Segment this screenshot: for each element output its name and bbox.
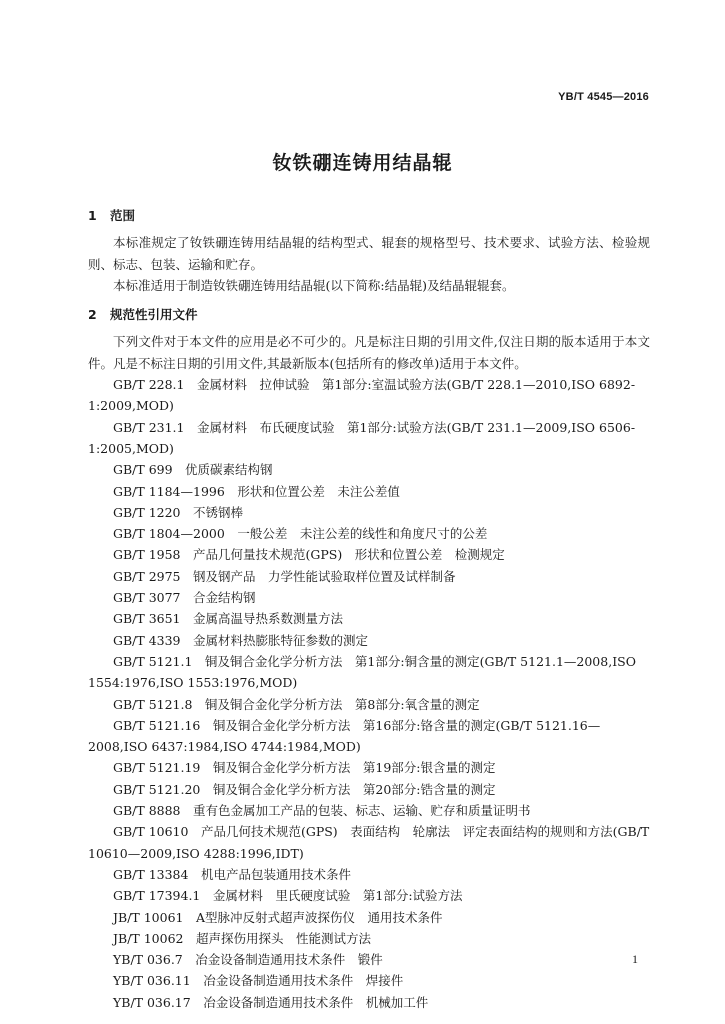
standard-number: YB/T 4545—2016: [558, 91, 649, 103]
section-number: 1: [88, 208, 97, 223]
reference-item: GB/T 5121.20 铜及铜合金化学分析方法 第20部分:锆含量的测定: [113, 781, 496, 797]
scope-paragraph: 本标准规定了钕铁硼连铸用结晶辊的结构型式、辊套的规格型号、技术要求、试验方法、检验规则、标志、包装、运输和贮存。: [88, 235, 650, 272]
reference-item: GB/T 3077 合金结构钢: [113, 590, 256, 606]
reference-item: GB/T 1184—1996 形状和位置公差 未注公差值: [113, 483, 400, 499]
reference-item: GB/T 5121.8 铜及铜合金化学分析方法 第8部分:氧含量的测定: [113, 696, 480, 712]
reference-item: GB/T 1804—2000 一般公差 未注公差的线性和角度尺寸的公差: [113, 526, 488, 542]
reference-item: GB/T 231.1 金属材料 布氏硬度试验 第1部分:试验方法(GB/T 231.1—2009,ISO 6506-1:2005,MOD): [88, 419, 636, 456]
reference-item: YB/T 036.11 冶金设备制造通用技术条件 焊接件: [113, 973, 404, 989]
page-number: 1: [632, 952, 638, 966]
reference-item: GB/T 5121.16 铜及铜合金化学分析方法 第16部分:铬含量的测定(GB/T 5121.16—2008,ISO 6437:1984,ISO 4744:1984,MOD): [88, 717, 601, 755]
reference-list: [88, 374, 650, 1013]
reference-item: GB/T 5121.19 铜及铜合金化学分析方法 第19部分:银含量的测定: [113, 760, 496, 776]
section-heading-scope: [88, 205, 650, 226]
reference-item: JB/T 10061 A型脉冲反射式超声波探伤仪 通用技术条件: [113, 909, 443, 925]
section-title: 规范性引用文件: [110, 307, 198, 323]
reference-item: GB/T 3651 金属高温导热系数测量方法: [113, 611, 344, 627]
reference-item: GB/T 2975 钢及钢产品 力学性能试验取样位置及试样制备: [113, 568, 456, 584]
section-number: 2: [88, 307, 97, 323]
section-heading-normative-references: [88, 304, 650, 325]
reference-item: GB/T 8888 重有色金属加工产品的包装、标志、运输、贮存和质量证明书: [113, 803, 531, 819]
reference-item: YB/T 036.17 冶金设备制造通用技术条件 机械加工件: [113, 994, 429, 1010]
reference-item: GB/T 4339 金属材料热膨胀特征参数的测定: [113, 632, 369, 648]
reference-item: GB/T 1958 产品几何量技术规范(GPS) 形状和位置公差 检测规定: [113, 547, 505, 563]
reference-item: JB/T 10062 超声探伤用探头 性能测试方法: [113, 930, 371, 946]
reference-item: GB/T 1220 不锈钢棒: [113, 504, 244, 520]
reference-item: GB/T 10610 产品几何技术规范(GPS) 表面结构 轮廓法 评定表面结构的规则和方法(GB/T 10610—2009,ISO 4288:1996,IDT): [88, 824, 650, 861]
section-title: 范围: [110, 208, 136, 223]
document-body: [88, 203, 650, 1013]
reference-item: GB/T 17394.1 金属材料 里氏硬度试验 第1部分:试验方法: [113, 888, 463, 904]
reference-item: GB/T 228.1 金属材料 拉伸试验 第1部分:室温试验方法(GB/T 228.1—2010,ISO 6892-1:2009,MOD): [88, 377, 636, 414]
reference-item: GB/T 699 优质碳素结构钢: [113, 462, 273, 478]
reference-item: GB/T 5121.1 铜及铜合金化学分析方法 第1部分:铜含量的测定(GB/T 5121.1—2008,ISO 1554:1976,ISO 1553:1976,MOD): [88, 653, 636, 691]
document-title: 钕铁硼连铸用结晶辊: [272, 152, 453, 174]
references-intro: 下列文件对于本文件的应用是必不可少的。凡是标注日期的引用文件,仅注日期的版本适用于本文件。凡是不标注日期的引用文件,其最新版本(包括所有的修改单)适用于本文件。: [88, 334, 650, 371]
scope-paragraph: 本标准适用于制造钕铁硼连铸用结晶辊(以下简称:结晶辊)及结晶辊辊套。: [113, 277, 515, 293]
reference-item: YB/T 036.7 冶金设备制造通用技术条件 锻件: [113, 952, 383, 968]
reference-item: GB/T 13384 机电产品包装通用技术条件: [113, 866, 351, 882]
